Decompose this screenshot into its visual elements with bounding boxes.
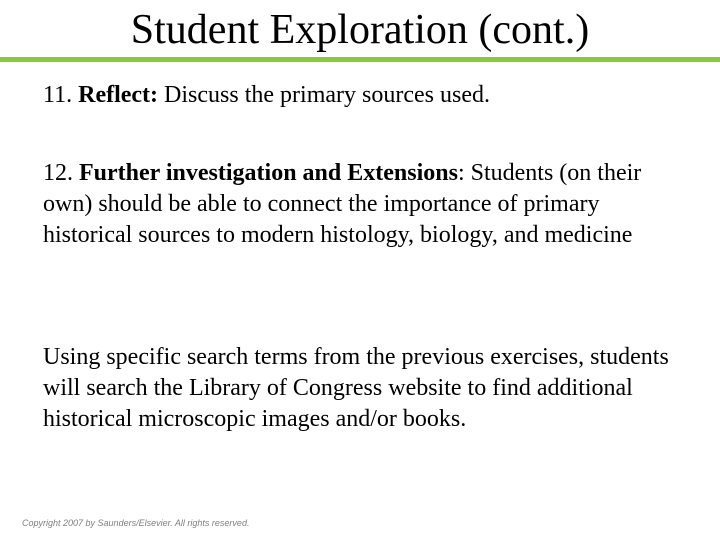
- item-12-text: : Students (on their own) should be able to connect the importance of primary historical sources to modern histology, biology, and medicine: [43, 160, 642, 248]
- title-band: [0, 0, 720, 56]
- item-11: [43, 80, 683, 111]
- item-12-label: Further investigation and Extensions: [79, 160, 458, 186]
- item-11-number: 11.: [43, 82, 73, 108]
- copyright-footer: Copyright 2007 by Saunders/Elsevier. All rights reserved.: [22, 518, 250, 528]
- slide-title: Student Exploration (cont.): [130, 7, 590, 53]
- item-11-label: Reflect:: [78, 82, 159, 108]
- item-12: [43, 158, 683, 251]
- item-11-text: Discuss the primary sources used.: [164, 82, 490, 108]
- title-underline: [0, 57, 720, 62]
- search-paragraph: Using specific search terms from the previous exercises, students will search the Library of Congress website to find additional historical microscopic images and/or books.: [43, 344, 669, 432]
- item-12-number: 12.: [43, 160, 73, 186]
